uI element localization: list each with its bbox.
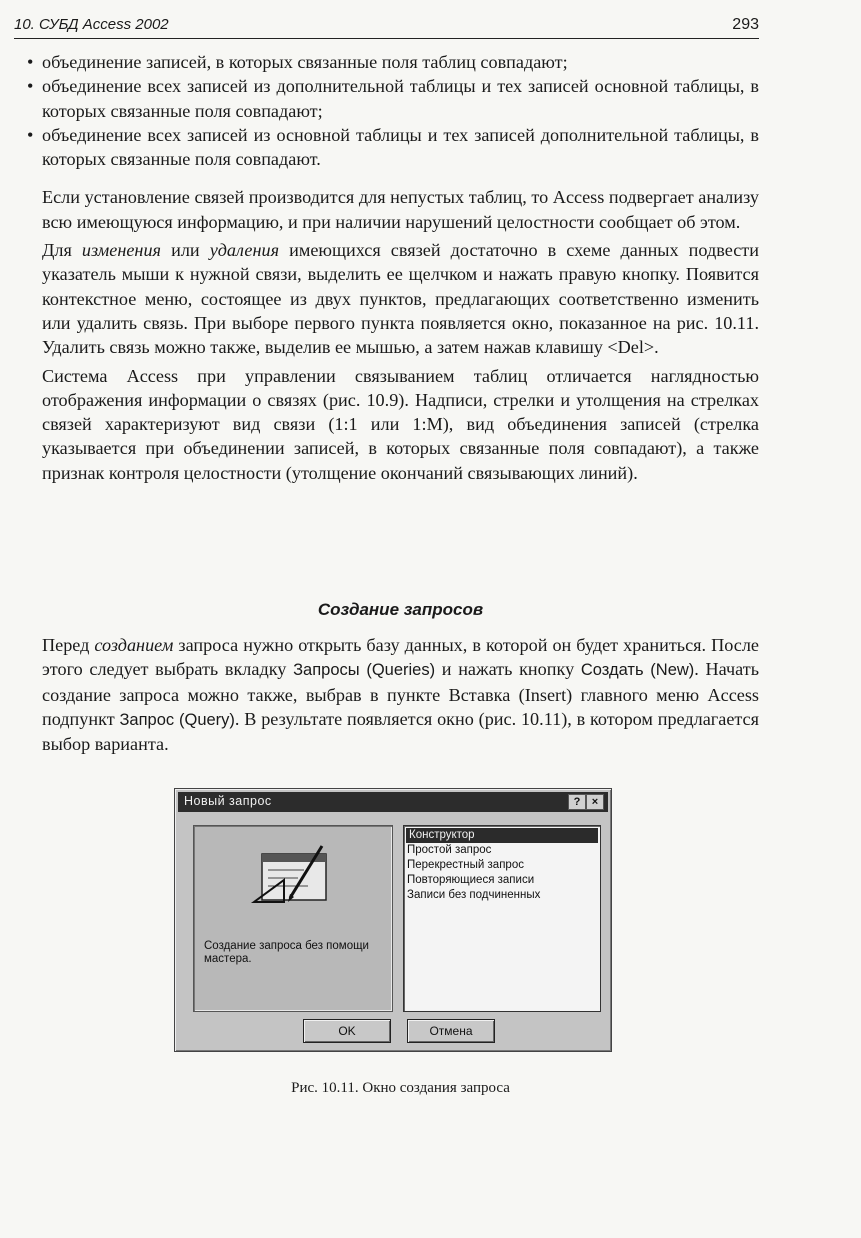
option-description: Создание запроса без помощи мастера. bbox=[204, 940, 369, 965]
chapter-title: 10. СУБД Access 2002 bbox=[14, 16, 169, 33]
preview-panel bbox=[193, 825, 393, 1012]
list-item-simple-query[interactable]: Простой запрос bbox=[407, 844, 492, 856]
query-type-list[interactable] bbox=[403, 825, 601, 1012]
body-text-bottom bbox=[42, 633, 759, 756]
list-item: • объединение всех записей из основной таблицы и тех записей дополнительной таблицы, в которых связанные поля совпадают. bbox=[27, 124, 759, 170]
list-item: • объединение всех записей из дополнительной таблицы и тех записей основной таблицы, в которых связанные поля совпадают; bbox=[27, 76, 759, 121]
paragraph-relations-display: Система Access при управлении связыванием таблиц отличается наглядностью отображения информации о связях (рис. 10.9). Надписи, стрелки и утолщения на стрелках связей характеризуют вид связи (1:1 или 1:М), вид объединения записей (стрелка указывается при объединении записей, в которых связанные поля совпадают), а также признак контроля целостности (утолщение окончаний связывающих линий). bbox=[42, 365, 759, 483]
design-view-icon bbox=[244, 840, 344, 920]
list-item-unmatched[interactable]: Записи без подчиненных bbox=[407, 889, 541, 901]
dialog-title: Новый запрос bbox=[184, 794, 272, 808]
help-button[interactable]: ? bbox=[568, 794, 586, 810]
bullet-glyph: • bbox=[27, 76, 34, 97]
new-query-dialog bbox=[174, 788, 612, 1052]
list-item-duplicates[interactable]: Повторяющиеся записи bbox=[407, 874, 535, 886]
bullet-glyph: • bbox=[27, 52, 34, 72]
running-header bbox=[14, 12, 759, 39]
bullet-glyph: • bbox=[27, 124, 34, 145]
close-button[interactable]: × bbox=[586, 794, 604, 810]
cancel-button[interactable]: Отмена bbox=[407, 1019, 495, 1043]
body-text-top bbox=[27, 50, 759, 485]
paragraph-create-query: Перед созданием запроса нужно открыть базу данных, в которой он будет храниться. После этого следует выбрать вкладку Запросы (Queries) и нажать кнопку Создать (New). Начать создание запроса можно также, выбрав в пункте Вставка (Insert) главного меню Access подпункт Запрос (Query). В результате появляется окно (рис. 10.11), в котором предлагается выбор варианта. bbox=[42, 635, 759, 755]
section-heading: Создание запросов bbox=[317, 600, 484, 619]
list-item: • объединение записей, в которых связанные поля таблиц совпадают; bbox=[27, 50, 759, 74]
ok-button[interactable]: OK bbox=[303, 1019, 391, 1043]
list-item-designer[interactable]: Конструктор bbox=[406, 828, 598, 843]
bullet-list bbox=[27, 50, 759, 171]
figure-caption: Рис. 10.11. Окно создания запроса bbox=[291, 1080, 510, 1096]
dialog-titlebar[interactable] bbox=[178, 792, 608, 812]
paragraph-integrity: Если установление связей производится для непустых таблиц, то Access подвергает анализу всю имеющуюся информацию, и при наличии нарушений целостности сообщает об этом. bbox=[42, 187, 759, 232]
page-number: 293 bbox=[732, 16, 759, 33]
paragraph-edit-relations: Для изменения или удаления имеющихся связей достаточно в схеме данных подвести указатель мыши к нужной связи, выделить ее щелчком и нажать правую кнопку. Появится контекстное меню, состоящее из двух пунктов, предлагающих соответственно изменить или удалить связь. При выборе первого пункта появляется окно, показанное на рис. 10.11. Удалить связь можно также, выделив ее мышью, а затем нажав клавишу <Del>. bbox=[42, 240, 759, 358]
list-item-crosstab-query[interactable]: Перекрестный запрос bbox=[407, 859, 524, 871]
